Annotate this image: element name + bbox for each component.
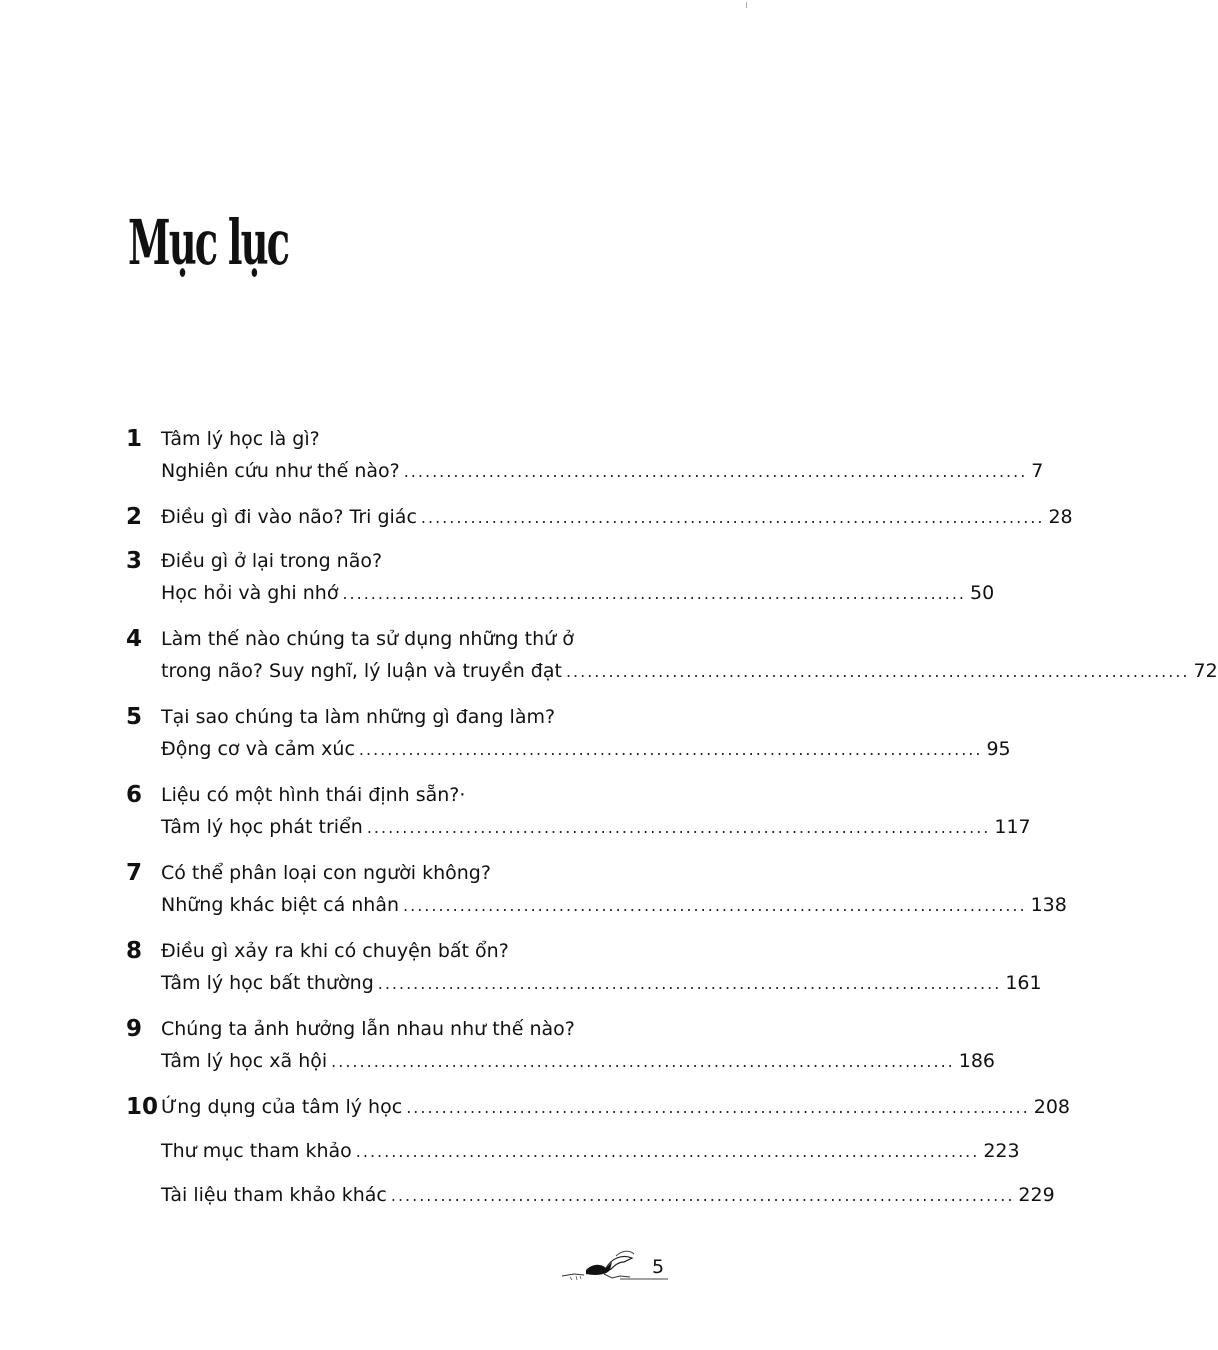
toc-entry[interactable] <box>126 701 1011 779</box>
dot-leader: ........................................................................................ <box>390 1186 1015 1205</box>
page-folio: 5 <box>652 1256 665 1278</box>
dot-leader: ........................................................................................ <box>342 584 967 603</box>
chapter-number: 9 <box>126 1016 143 1042</box>
chapter-title-line2: Những khác biệt cá nhân <box>161 894 400 916</box>
toc-entry[interactable] <box>126 501 1073 545</box>
dot-leader: ........................................................................................ <box>403 896 1027 915</box>
page-number: 117 <box>994 816 1031 838</box>
page-number: 72 <box>1193 660 1218 682</box>
chapter-number: 10 <box>126 1094 159 1120</box>
page-title: Mục lục <box>128 206 289 279</box>
toc-entry[interactable] <box>126 423 1044 501</box>
chapter-title-line1: Tài liệu tham khảo khác <box>161 1184 387 1206</box>
chapter-number: 8 <box>126 938 143 964</box>
dot-leader: ........................................................................................ <box>565 662 1190 681</box>
chapter-title-line1: Thư mục tham khảo <box>161 1140 352 1162</box>
chapter-number: 5 <box>126 704 143 730</box>
page-number: 229 <box>1018 1184 1055 1206</box>
chapter-number: 3 <box>126 548 143 574</box>
toc-entry[interactable] <box>126 545 995 623</box>
toc-entry[interactable] <box>126 1091 1071 1135</box>
dot-leader: ........................................................................................ <box>377 974 1002 993</box>
dot-leader: ........................................................................................ <box>406 1098 1030 1117</box>
toc-entry[interactable] <box>126 623 1218 701</box>
page-number: 138 <box>1030 894 1067 916</box>
toc-entry[interactable] <box>126 1135 1020 1179</box>
dot-leader: ........................................................................................ <box>355 1142 980 1161</box>
dot-leader: ........................................................................................ <box>420 508 1045 527</box>
toc-entry[interactable] <box>126 935 1042 1013</box>
dot-leader: ........................................................................................ <box>331 1052 955 1071</box>
scan-mark <box>746 2 747 8</box>
page-number: 208 <box>1033 1096 1071 1118</box>
chapter-number: 2 <box>126 504 143 530</box>
page-number: 28 <box>1048 506 1073 528</box>
chapter-number: 6 <box>126 782 143 808</box>
chapter-title-line1: Tâm lý học là gì? <box>161 428 320 450</box>
chapter-title-line1: Có thể phân loại con người không? <box>161 862 491 884</box>
page-number: 186 <box>958 1050 995 1072</box>
chapter-title-line1: Điều gì xảy ra khi có chuyện bất ổn? <box>161 940 509 962</box>
chapter-title-line1: Làm thế nào chúng ta sử dụng những thứ ở <box>161 628 574 650</box>
toc-entry[interactable] <box>126 779 1031 857</box>
chapter-title-line1: Điều gì đi vào não? Tri giác <box>161 506 417 528</box>
dot-leader: ........................................................................................ <box>358 740 983 759</box>
chapter-title-line2: Tâm lý học phát triển <box>161 816 363 838</box>
chapter-title-line1: Ứng dụng của tâm lý học <box>161 1096 403 1118</box>
chapter-title-line1: Liệu có một hình thái định sẵn?· <box>161 784 466 806</box>
chapter-title-line1: Điều gì ở lại trong não? <box>161 550 383 572</box>
dot-leader: ........................................................................................ <box>403 462 1028 481</box>
page-number: 223 <box>983 1140 1020 1162</box>
toc-entry[interactable] <box>126 1179 1055 1223</box>
page-number: 7 <box>1031 460 1044 482</box>
table-of-contents <box>126 423 1218 1223</box>
toc-entry[interactable] <box>126 1013 995 1091</box>
chapter-number: 1 <box>126 426 143 452</box>
chapter-title-line1: Chúng ta ảnh hưởng lẫn nhau như thế nào? <box>161 1018 575 1040</box>
dot-leader: ........................................................................................ <box>366 818 991 837</box>
chapter-number: 7 <box>126 860 143 886</box>
chapter-title-line2: Tâm lý học xã hội <box>161 1050 328 1072</box>
bird-ornament-icon <box>560 1248 652 1284</box>
page-number: 161 <box>1005 972 1042 994</box>
page-footer <box>560 1248 670 1284</box>
page-number: 95 <box>986 738 1011 760</box>
chapter-title-line1: Tại sao chúng ta làm những gì đang làm? <box>161 706 556 728</box>
chapter-title-line2: Học hỏi và ghi nhớ <box>161 582 339 604</box>
chapter-title-line2: Tâm lý học bất thường <box>161 972 374 994</box>
toc-entry[interactable] <box>126 857 1067 935</box>
chapter-title-line2: Động cơ và cảm xúc <box>161 738 355 760</box>
page-number: 50 <box>970 582 995 604</box>
chapter-title-line2: trong não? Suy nghĩ, lý luận và truyền đạt <box>161 660 562 682</box>
chapter-title-line2: Nghiên cứu như thế nào? <box>161 460 400 482</box>
chapter-number: 4 <box>126 626 143 652</box>
